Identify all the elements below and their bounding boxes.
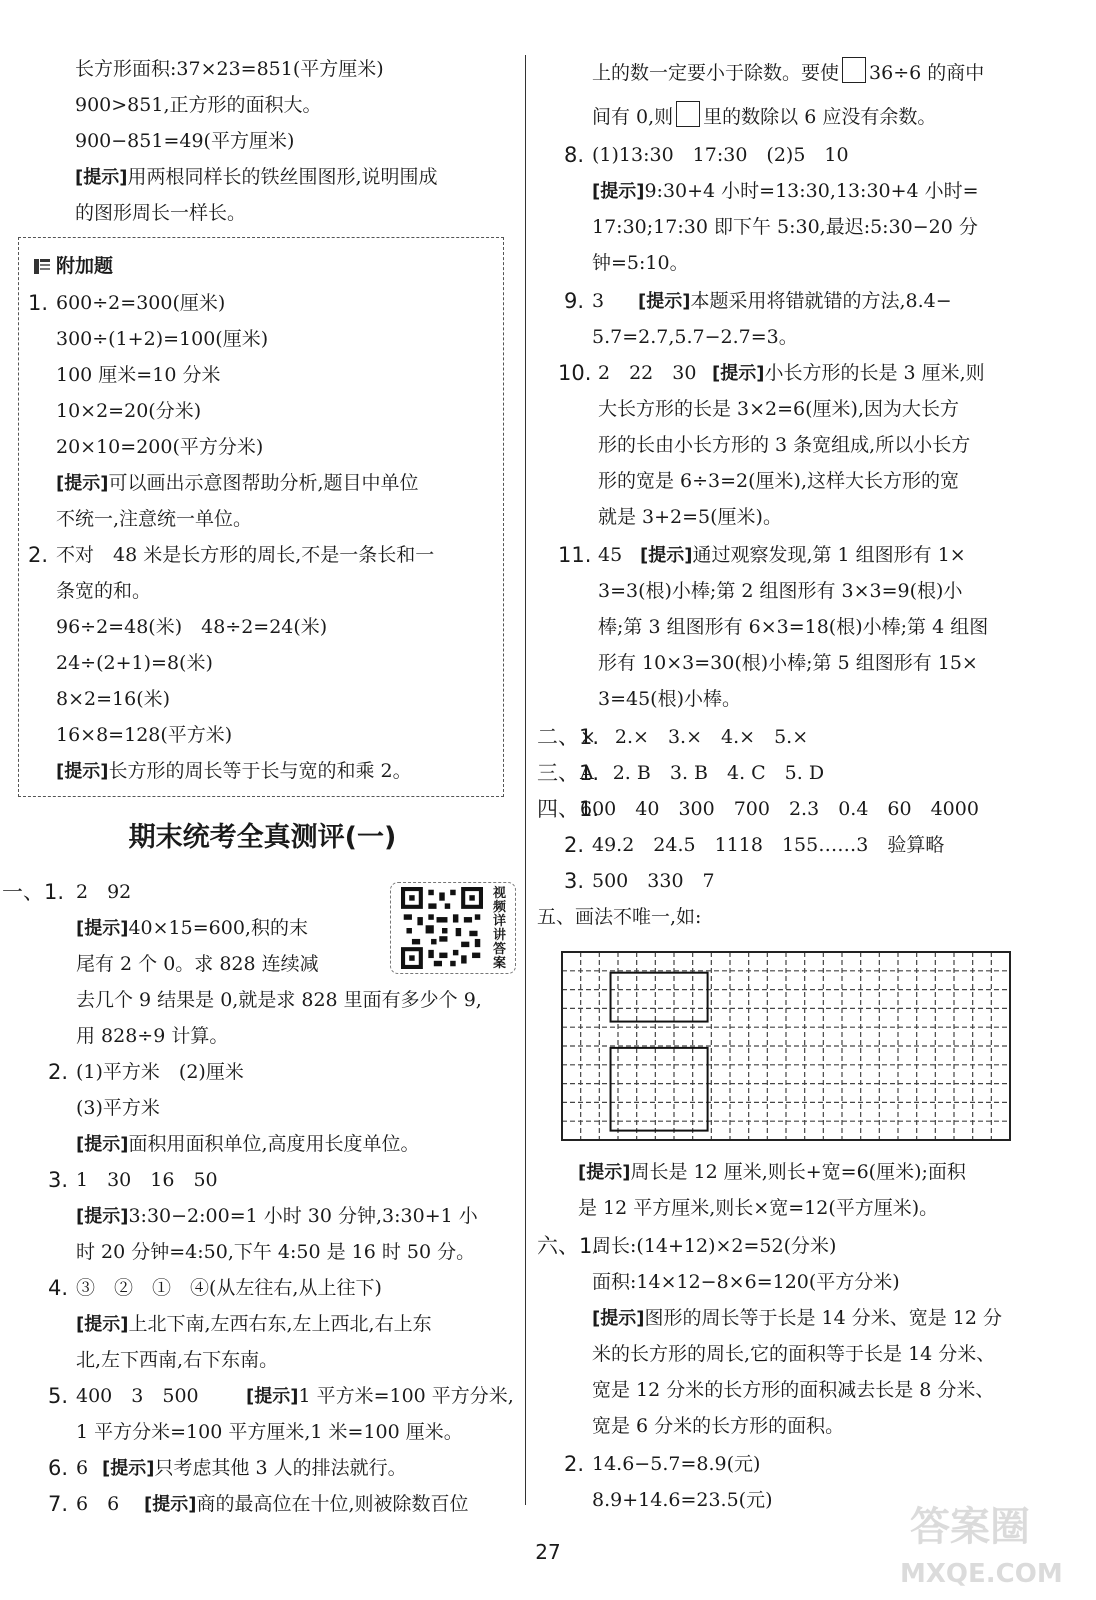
text-line (592, 249, 689, 277)
text-line (580, 759, 824, 787)
text-line (580, 795, 979, 823)
line-text: 上北下南,左西右东,左上西北,右上东 (128, 1313, 432, 1335)
line-text: 只考虑其他 3 人的排法就行。 (154, 1457, 407, 1479)
line-text: (1)平方米 (2)厘米 (76, 1061, 244, 1083)
line-text: 5.7=2.7,5.7−2.7=3。 (592, 326, 798, 348)
line-text: 3 (592, 290, 624, 312)
hint-label: [提示] (578, 1162, 631, 1183)
question-number: 5. (48, 1384, 69, 1408)
line-text: 宽是 12 分米的长方形的面积减去长是 8 分米、 (592, 1379, 995, 1401)
line-text: 900−851=49(平方厘米) (75, 130, 295, 152)
text-line (598, 613, 988, 641)
text-line (75, 127, 294, 155)
question-number: 3. (48, 1168, 69, 1192)
question-number: 四、1. (537, 797, 600, 821)
blank-box (676, 101, 700, 127)
text-line (592, 57, 984, 85)
text-line (592, 1268, 900, 1296)
text-line (76, 1130, 420, 1158)
line-text: 600÷2=300(厘米) (56, 292, 226, 314)
hint-label: [提示] (640, 545, 693, 566)
question-number: 11. (558, 543, 592, 567)
qr-code-panel[interactable] (390, 882, 516, 974)
hint-label: [提示] (592, 181, 645, 202)
hint-label: [提示] (56, 761, 109, 782)
question-number: 7. (48, 1492, 69, 1516)
line-text: 面积用面积单位,高度用长度单位。 (128, 1133, 420, 1155)
line-text: 大长方形的长是 3×2=6(厘米),因为大长方 (598, 398, 960, 420)
line-text: 9:30+4 小时=13:30,13:30+4 小时= (644, 180, 979, 202)
line-text: 北,左下西南,右下东南。 (76, 1349, 279, 1371)
line-text: 本题采用将错就错的方法,8.4− (690, 290, 952, 312)
line-text: 形的长由小长方形的 3 条宽组成,所以小长方 (598, 434, 971, 456)
question-number: 二、1. (537, 725, 600, 749)
line-text: 周长是 12 厘米,则长+宽=6(厘米);面积 (630, 1161, 966, 1183)
text-line (598, 685, 741, 713)
line-text: 2 92 (76, 881, 132, 903)
book-icon (32, 256, 52, 276)
text-line (578, 1158, 966, 1186)
line-text: 周长:(14+12)×2=52(分米) (592, 1235, 837, 1257)
question-number: 6. (48, 1456, 69, 1480)
text-line (537, 903, 701, 931)
question-number: 2. (564, 833, 585, 857)
line-text: 40×15=600,积的末 (128, 917, 308, 939)
line-text: 49.2 24.5 1118 155……3 验算略 (592, 834, 945, 856)
text-line (592, 177, 979, 205)
line-text: 不统一,注意统一单位。 (56, 508, 253, 530)
text-line (76, 950, 319, 978)
question-number: 六、1. (537, 1234, 600, 1258)
line-text: 是 12 平方厘米,则长×宽=12(平方厘米)。 (578, 1197, 939, 1219)
line-text: 图形的周长等于长是 14 分米、宽是 12 分 (644, 1307, 1002, 1329)
text-line (592, 1486, 773, 1514)
line-text: 6 (76, 1457, 108, 1479)
bonus-title: 附加题 (56, 255, 114, 277)
line-text: 8.9+14.6=23.5(元) (592, 1489, 773, 1511)
text-line (640, 541, 966, 569)
line-text: 8×2=16(米) (56, 688, 171, 710)
text-line (76, 1094, 160, 1122)
line-text: 16×8=128(平方米) (56, 724, 233, 746)
text-line (75, 199, 246, 227)
watermark (890, 1490, 1090, 1594)
text-line (76, 1166, 218, 1194)
text-line (75, 55, 384, 83)
hint-label: [提示] (76, 1314, 129, 1335)
text-line (102, 1454, 407, 1482)
line-text: 500 330 7 (592, 870, 715, 892)
text-line (76, 1310, 432, 1338)
section-title: 期末统考全真测评(一) (128, 822, 397, 853)
question-number: 1. (28, 291, 49, 315)
line-text: (1)13:30 17:30 (2)5 10 (592, 144, 849, 166)
question-number: 4. (48, 1276, 69, 1300)
line-text: 商的最高位在十位,则被除数百位 (196, 1493, 469, 1515)
hint-label: [提示] (56, 473, 109, 494)
text-line (598, 467, 959, 495)
line-text: 用两根同样长的铁丝围图形,说明围成 (127, 166, 438, 188)
line-text: 棒;第 3 组图形有 6×3=18(根)小棒;第 4 组图 (598, 616, 989, 638)
line-text: × 2.× 3.× 4.× 5.× (580, 726, 809, 748)
qr-label: 视频详讲答案 (493, 886, 507, 971)
hint-label: [提示] (246, 1386, 299, 1407)
line-text: 条宽的和。 (56, 580, 152, 602)
hint-label: [提示] (144, 1494, 197, 1515)
line-text: 通过观察发现,第 1 组图形有 1× (692, 544, 966, 566)
line-text: 6 6 (76, 1493, 139, 1515)
text-line (712, 359, 985, 387)
hint-label: [提示] (75, 167, 128, 188)
hint-label: [提示] (76, 1206, 129, 1227)
text-line (592, 1232, 836, 1260)
text-line (76, 1058, 244, 1086)
line-text: 2 22 30 (598, 362, 716, 384)
line-text: 600 40 300 700 2.3 0.4 60 4000 (580, 798, 979, 820)
line-text: 形有 10×3=30(根)小棒;第 5 组图形有 15× (598, 652, 978, 674)
text-line (592, 1340, 995, 1368)
line-text: 400 3 500 (76, 1385, 218, 1407)
line-text: 900>851,正方形的面积大。 (75, 94, 322, 116)
question-number: 3. (564, 869, 585, 893)
text-line (598, 577, 962, 605)
question-number: 8. (564, 143, 585, 167)
text-line (76, 1418, 463, 1446)
text-line (592, 141, 849, 169)
question-number: 2. (564, 1452, 585, 1476)
text-line (246, 1382, 514, 1410)
line-text: 1 平方分米=100 平方厘米,1 米=100 厘米。 (76, 1421, 463, 1443)
line-text: 五、画法不唯一,如: (537, 906, 702, 928)
blank-box (842, 57, 866, 83)
text-line (598, 503, 782, 531)
question-number: 2. (48, 1060, 69, 1084)
text-line (580, 723, 808, 751)
line-text: 时 20 分钟=4:50,下午 4:50 是 16 时 50 分。 (76, 1241, 476, 1263)
question-number: 三、1. (537, 761, 600, 785)
line-text: 96÷2=48(米) 48÷2=24(米) (56, 616, 328, 638)
text-line (76, 1202, 478, 1230)
text-line (592, 213, 978, 241)
hint-label: [提示] (102, 1458, 155, 1479)
text-line (638, 287, 952, 315)
line-text: 3=3(根)小棒;第 2 组图形有 3×3=9(根)小 (598, 580, 963, 602)
grid-drawing (560, 950, 1012, 1142)
line-text: 10×2=20(分米) (56, 400, 202, 422)
text-line (598, 395, 959, 423)
text-line (592, 1376, 994, 1404)
text-line (75, 91, 322, 119)
line-text: 的图形周长一样长。 (75, 202, 247, 224)
question-number: 一、1. (2, 880, 65, 904)
text-line (592, 1304, 1002, 1332)
hint-label: [提示] (76, 918, 129, 939)
line-text: 形的宽是 6÷3=2(厘米),这样大长方形的宽 (598, 470, 960, 492)
line-text: 用 828÷9 计算。 (76, 1025, 229, 1047)
line-text: 小长方形的长是 3 厘米,则 (764, 362, 985, 384)
page-number: 27 (535, 1540, 561, 1564)
qr-code-icon[interactable] (397, 887, 487, 969)
text-line (598, 431, 970, 459)
text-line (144, 1490, 469, 1518)
line-text: 上的数一定要小于除数。要使 (592, 62, 840, 84)
line-text: 17:30;17:30 即下午 5:30,最迟:5:30−20 分 (592, 216, 978, 238)
text-line (76, 1346, 278, 1374)
text-line (76, 1382, 218, 1410)
line-text-after: 36÷6 的商中 (869, 62, 985, 84)
text-line (76, 986, 482, 1014)
line-text: 长方形面积:37×23=851(平方厘米) (75, 58, 384, 80)
line-text: 钟=5:10。 (592, 252, 689, 274)
line-text: A 2. B 3. B 4. C 5. D (580, 762, 825, 784)
text-line (592, 1450, 760, 1478)
watermark-top: 答案圈 (910, 1504, 1030, 1550)
hint-label: [提示] (592, 1308, 645, 1329)
line-text: 1 平方米=100 平方分米, (298, 1385, 514, 1407)
line-text: 就是 3+2=5(厘米)。 (598, 506, 782, 528)
text-line (76, 914, 308, 942)
line-text: 长方形的周长等于长与宽的和乘 2。 (108, 760, 412, 782)
text-line (598, 359, 715, 387)
line-text: 米的长方形的周长,它的面积等于长是 14 分米、 (592, 1343, 996, 1365)
bonus-box (18, 237, 504, 797)
line-text: 可以画出示意图帮助分析,题目中单位 (108, 472, 419, 494)
text-line (592, 101, 936, 129)
question-number: 10. (558, 361, 592, 385)
text-line (76, 878, 131, 906)
line-text: 3:30−2:00=1 小时 30 分钟,3:30+1 小 (128, 1205, 478, 1227)
text-line (76, 1022, 228, 1050)
text-line (578, 1194, 938, 1222)
line-text: 去几个 9 结果是 0,就是求 828 里面有多少个 9, (76, 989, 482, 1011)
line-text-after: 里的数除以 6 应没有余数。 (703, 106, 937, 128)
line-text: 45 (598, 544, 642, 566)
text-line (592, 323, 798, 351)
watermark-bottom: MXQE.COM (900, 1559, 1063, 1589)
line-text: 1 30 16 50 (76, 1169, 218, 1191)
text-line (598, 649, 978, 677)
question-number: 2. (28, 543, 49, 567)
line-text: 面积:14×12−8×6=120(平方分米) (592, 1271, 900, 1293)
line-text: 间有 0,则 (592, 106, 674, 128)
line-text: 不对 48 米是长方形的周长,不是一条长和一 (56, 544, 435, 566)
text-line (592, 831, 944, 859)
column-divider (525, 55, 526, 1505)
line-text: 3=45(根)小棒。 (598, 688, 742, 710)
line-text: 14.6−5.7=8.9(元) (592, 1453, 761, 1475)
text-line (75, 163, 438, 191)
line-text: (3)平方米 (76, 1097, 160, 1119)
line-text: 24÷(2+1)=8(米) (56, 652, 213, 674)
line-text: 100 厘米=10 分米 (56, 364, 221, 386)
text-line (592, 1412, 844, 1440)
hint-label: [提示] (712, 363, 765, 384)
text-line (76, 1274, 382, 1302)
line-text: ③ ② ① ④(从左往右,从上往下) (76, 1277, 382, 1299)
line-text: 尾有 2 个 0。求 828 连续减 (76, 953, 319, 975)
hint-label: [提示] (638, 291, 691, 312)
text-line (592, 287, 623, 315)
text-line (76, 1238, 475, 1266)
hint-label: [提示] (76, 1134, 129, 1155)
question-number: 9. (564, 289, 585, 313)
line-text: 300÷(1+2)=100(厘米) (56, 328, 269, 350)
text-line (592, 867, 715, 895)
line-text: 宽是 6 分米的长方形的面积。 (592, 1415, 845, 1437)
line-text: 20×10=200(平方分米) (56, 436, 264, 458)
text-line (598, 541, 641, 569)
text-line (76, 1490, 138, 1518)
